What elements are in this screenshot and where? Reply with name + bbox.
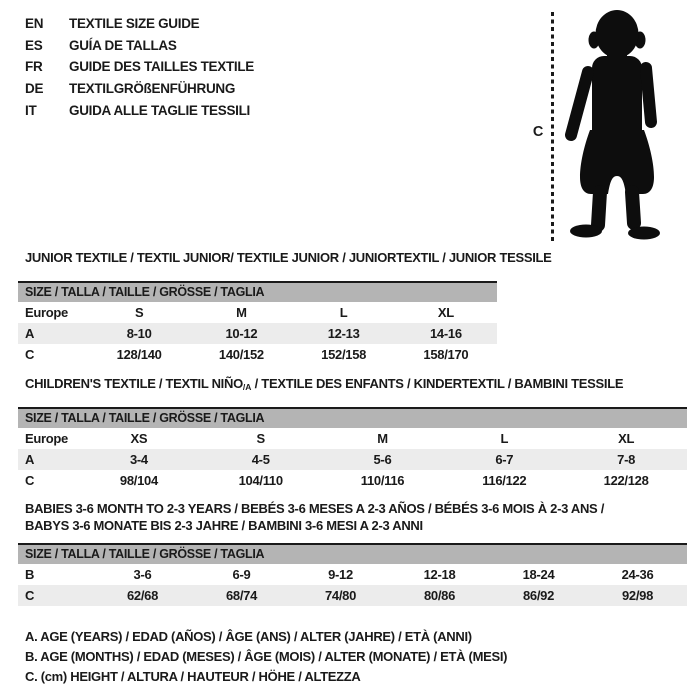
size-cell: 18-24 xyxy=(522,567,555,582)
row-label: C xyxy=(25,588,35,603)
row-label: C xyxy=(25,347,35,362)
table-row xyxy=(18,470,687,491)
size-cell: 62/68 xyxy=(126,588,159,603)
legend-item-a: A. AGE (YEARS) / EDAD (AÑOS) / ÂGE (ANS) / ALTER (JAHRE) / ETÀ (ANNI) xyxy=(25,629,472,644)
children-textile-section xyxy=(18,376,687,491)
size-cell: 3-4 xyxy=(129,452,148,467)
lang-label: GUIDE DES TAILLES TEXTILE xyxy=(69,59,255,75)
size-cell: 158/170 xyxy=(423,347,469,362)
size-cell: 86/92 xyxy=(522,588,555,603)
table-row xyxy=(18,344,497,365)
size-cell: 14-16 xyxy=(430,326,462,341)
lang-code: IT xyxy=(25,102,37,118)
size-cell: 128/140 xyxy=(116,347,162,362)
legend-item-c: C. (cm) HEIGHT / ALTURA / HAUTEUR / HÖHE / ALTEZZA xyxy=(25,669,361,684)
height-measure-dotted-line xyxy=(551,12,554,242)
size-cell: L xyxy=(500,431,509,446)
size-cell: 122/128 xyxy=(603,473,649,488)
baby-toddler-silhouette xyxy=(562,10,662,242)
size-cell: 9-12 xyxy=(328,567,353,582)
size-cell: 3-6 xyxy=(133,567,152,582)
lang-code: EN xyxy=(25,16,44,31)
table-row xyxy=(18,323,497,344)
babies-textile-section xyxy=(18,500,687,606)
size-cell: 4-5 xyxy=(251,452,270,467)
children-size-table xyxy=(18,428,687,491)
legend-item-b: B. AGE (MONTHS) / EDAD (MESES) / ÂGE (MOIS) / ALTER (MONATE) / ETÀ (MESI) xyxy=(25,649,508,664)
section-title xyxy=(25,376,687,395)
lang-row-fr xyxy=(25,56,254,78)
title-prefix: CHILDREN'S TEXTILE / TEXTIL NIÑO xyxy=(25,376,243,391)
size-cell: 80/86 xyxy=(423,588,456,603)
lang-row-en xyxy=(25,13,254,35)
lang-code: DE xyxy=(25,81,44,97)
size-cell: XL xyxy=(618,431,635,446)
table-row xyxy=(18,585,687,606)
language-list xyxy=(25,13,254,122)
section-title-line2: BABYS 3-6 MONATE BIS 2-3 JAHRE / BAMBINI 3-6 MESI A 2-3 ANNI xyxy=(25,518,423,533)
lang-row-de xyxy=(25,78,254,100)
table-row xyxy=(18,564,687,585)
size-cell: S xyxy=(256,431,265,446)
size-cell: 8-10 xyxy=(126,326,152,341)
size-cell: 5-6 xyxy=(373,452,392,467)
size-cell: 7-8 xyxy=(617,452,636,467)
size-cell: 6-7 xyxy=(495,452,514,467)
title-subscript: /A xyxy=(242,382,252,392)
lang-row-it xyxy=(25,100,254,122)
size-header-bar: SIZE / TALLA / TAILLE / GRÖSSE / TAGLIA xyxy=(18,543,687,564)
size-header-bar: SIZE / TALLA / TAILLE / GRÖSSE / TAGLIA xyxy=(18,407,687,428)
section-title: JUNIOR TEXTILE / TEXTIL JUNIOR/ TEXTILE JUNIOR / JUNIORTEXTIL / JUNIOR TESSILE xyxy=(25,250,552,265)
size-cell: 68/74 xyxy=(225,588,258,603)
size-cell: XL xyxy=(437,305,454,320)
title-suffix: / TEXTILE DES ENFANTS / KINDERTEXTIL / BAMBINI TESSILE xyxy=(251,376,624,391)
row-label: A xyxy=(25,452,35,467)
size-cell: 98/104 xyxy=(119,473,158,488)
size-cell: 6-9 xyxy=(232,567,251,582)
size-cell: S xyxy=(134,305,144,320)
lang-code: ES xyxy=(25,37,43,53)
size-cell: 116/122 xyxy=(482,473,527,488)
size-cell: 140/152 xyxy=(218,347,264,362)
size-header-bar: SIZE / TALLA / TAILLE / GRÖSSE / TAGLIA xyxy=(18,281,497,302)
junior-size-table xyxy=(18,302,497,365)
size-cell: 24-36 xyxy=(621,567,654,582)
lang-label: TEXTILGRÖßENFÜHRUNG xyxy=(69,81,236,97)
lang-label: GUIDA ALLE TAGLIE TESSILI xyxy=(69,102,250,118)
size-cell: XS xyxy=(130,431,148,446)
table-row xyxy=(18,428,687,449)
lang-label: GUÍA DE TALLAS xyxy=(69,37,177,53)
size-cell: M xyxy=(377,431,388,446)
babies-size-table xyxy=(18,564,687,606)
measure-legend xyxy=(25,627,507,687)
size-cell: 92/98 xyxy=(621,588,654,603)
size-cell: 10-12 xyxy=(225,326,258,341)
size-cell: L xyxy=(339,305,348,320)
row-label: Europe xyxy=(25,431,68,446)
size-cell: 104/110 xyxy=(238,473,283,488)
junior-textile-section xyxy=(18,250,552,365)
row-label: A xyxy=(25,326,35,341)
lang-row-es xyxy=(25,35,254,57)
lang-label: TEXTILE SIZE GUIDE xyxy=(69,16,200,31)
row-label: Europe xyxy=(25,305,68,320)
size-cell: 12-13 xyxy=(327,326,360,341)
size-cell: M xyxy=(236,305,247,320)
height-measure-label: C xyxy=(532,124,544,140)
table-row xyxy=(18,302,497,323)
section-title-line1: BABIES 3-6 MONTH TO 2-3 YEARS / BEBÉS 3-6 MESES A 2-3 AÑOS / BÉBÉS 3-6 MOIS À 2-3 ANS / xyxy=(25,501,605,516)
size-cell: 110/116 xyxy=(360,473,405,488)
row-label: C xyxy=(25,473,35,488)
table-row xyxy=(18,449,687,470)
lang-code: FR xyxy=(25,59,43,75)
size-cell: 74/80 xyxy=(324,588,357,603)
row-label: B xyxy=(25,567,35,582)
size-cell: 152/158 xyxy=(321,347,367,362)
size-cell: 12-18 xyxy=(423,567,456,582)
